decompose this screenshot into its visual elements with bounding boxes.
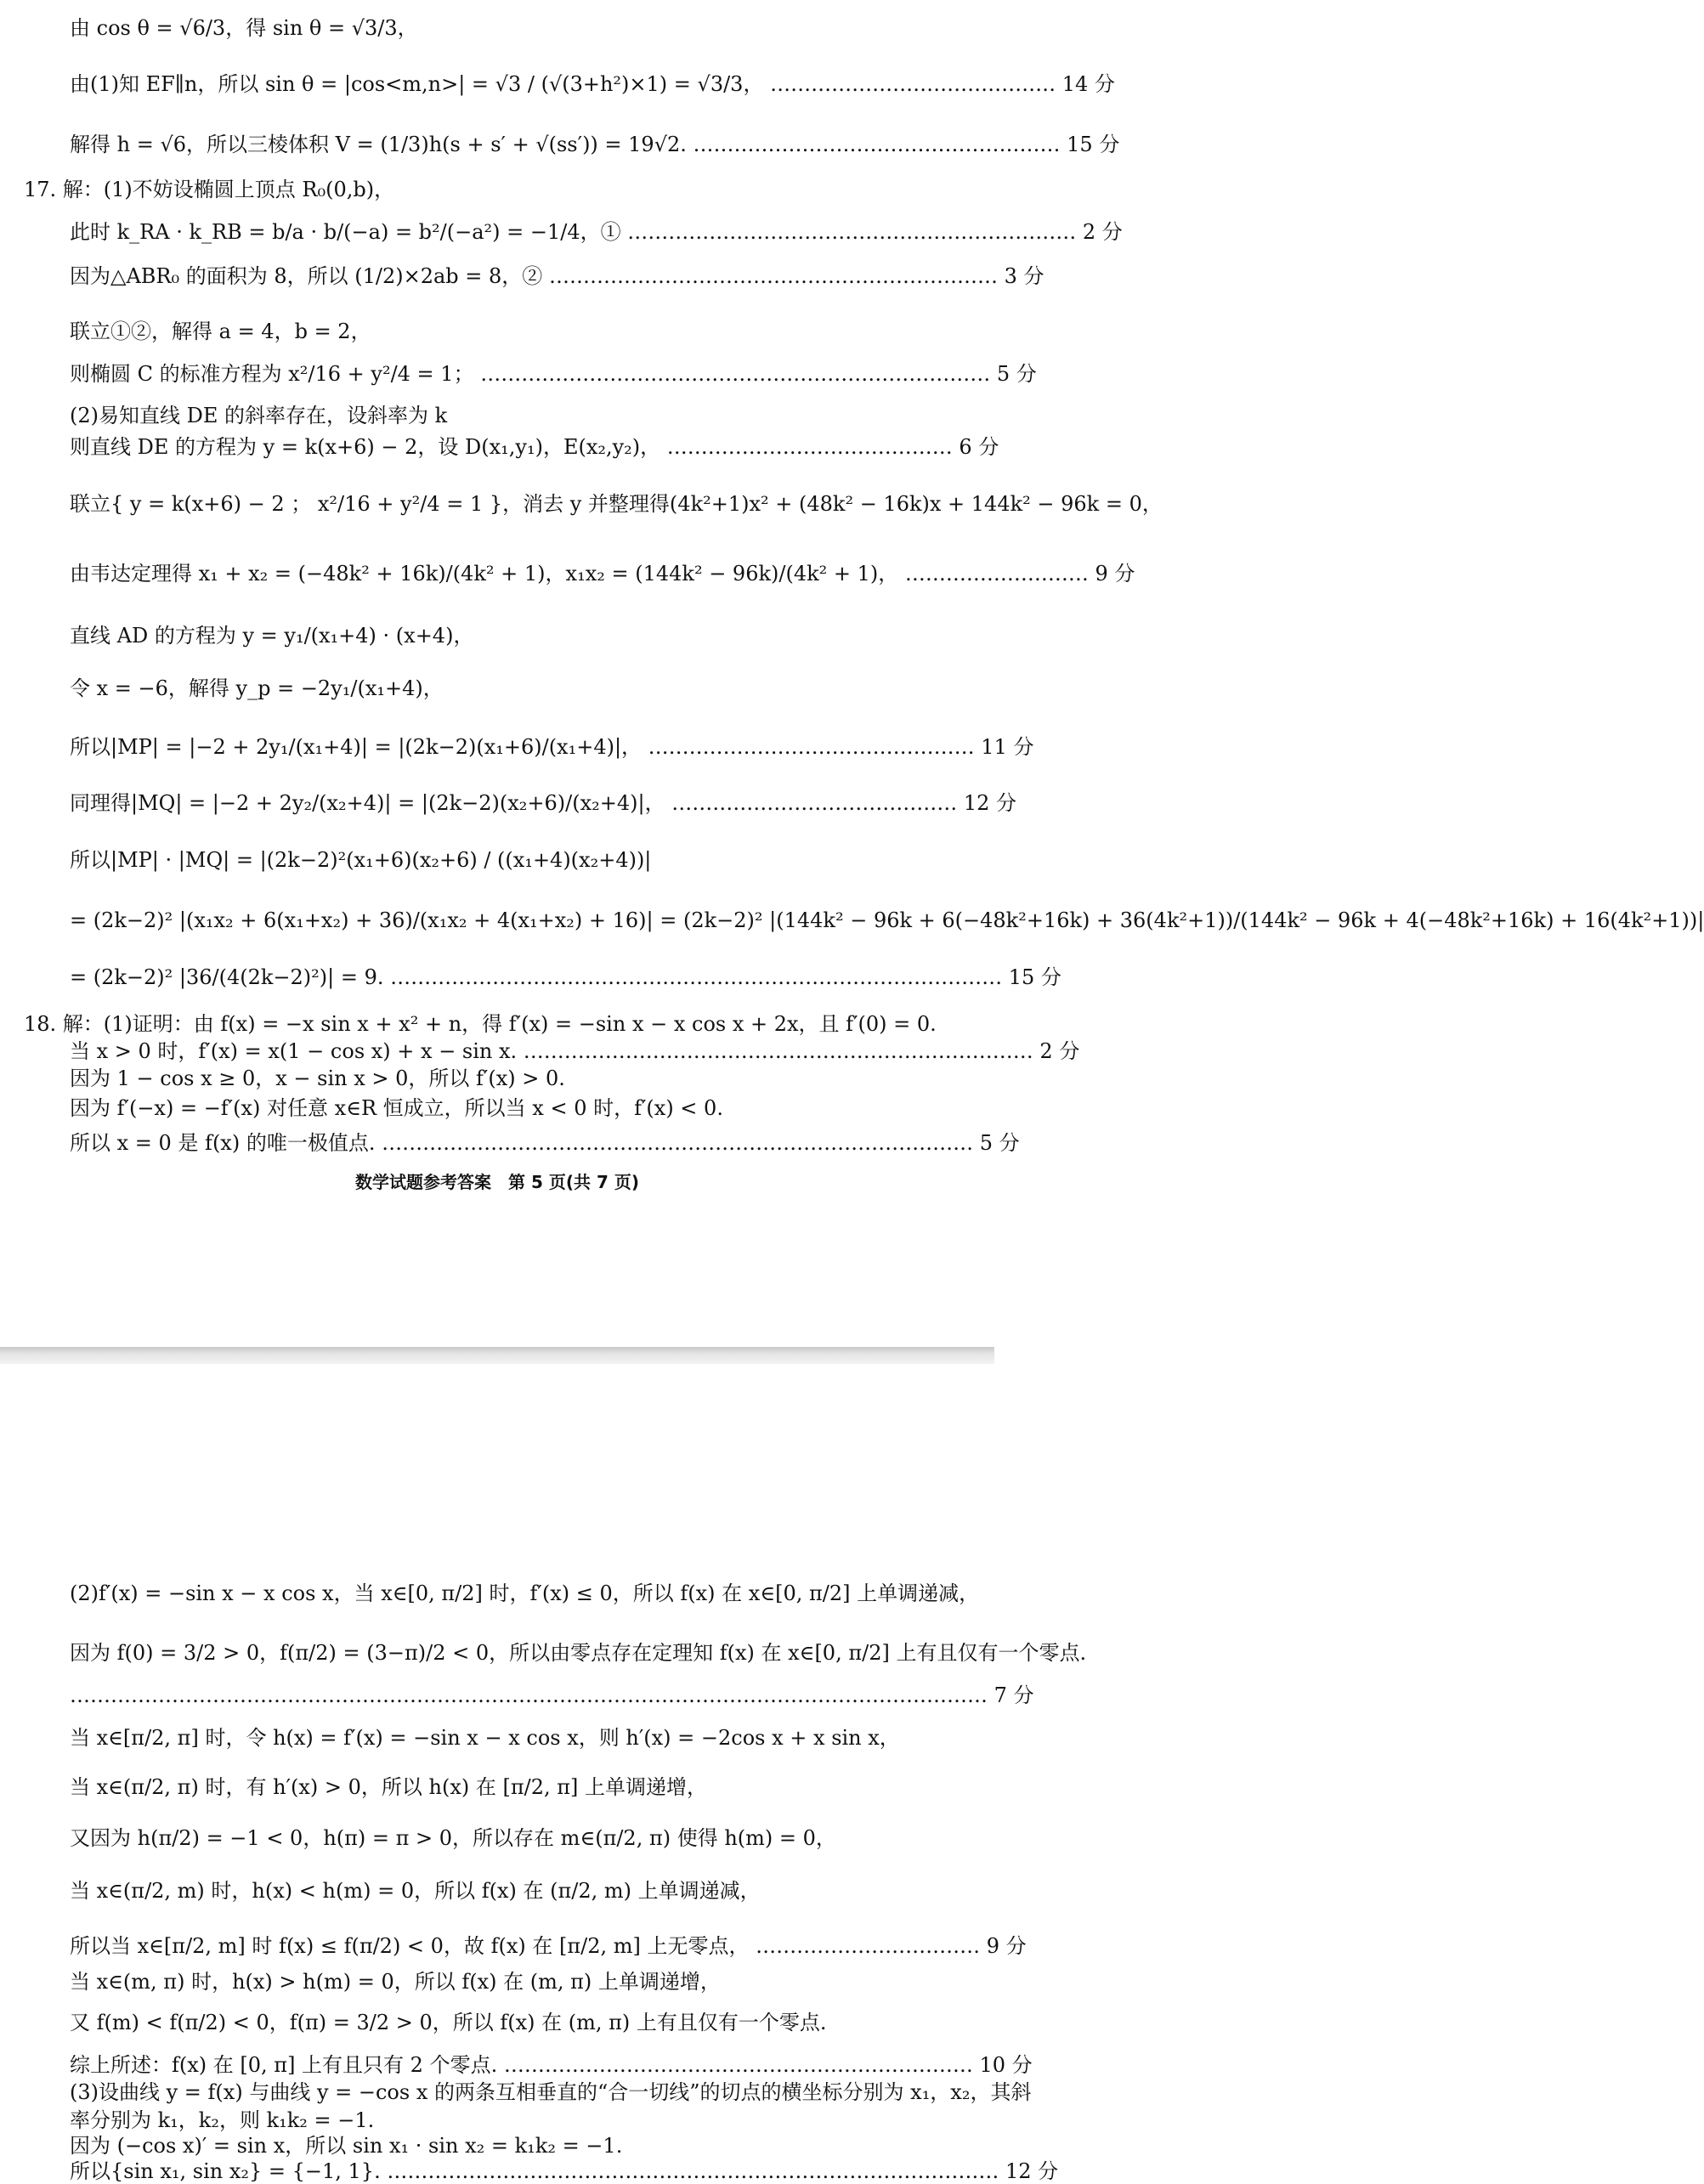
p6-line-m12: (3)设曲线 y = f(x) 与曲线 y = −cos x 的两条互相垂直的“合一切线”的切点的横坐标分别为 x₁，x₂，其斜 [70, 2080, 1032, 2104]
p5-line-l14: 令 x = −6，解得 y_p = −2y₁/(x₁+4)， [70, 676, 444, 700]
p5-line-l13: 直线 AD 的方程为 y = y₁/(x₁+4) · (x+4)， [70, 624, 474, 648]
p6-line-m15: 所以{sin x₁, sin x₂} = {−1, 1}. ……………………………………………………………………………… 12 分 [70, 2159, 1059, 2183]
p5-line-l17: 所以|MP| · |MQ| = |(2k−2)²(x₁+6)(x₂+6) / ((x₁+4)(x₂+4))| [70, 848, 652, 872]
p5-line-l10: 则直线 DE 的方程为 y = k(x+6) − 2，设 D(x₁,y₁)，E(x₂,y₂)， …………………………………… 6 分 [70, 435, 999, 459]
p5-line-l4: 17. 解：(1)不妨设椭圆上顶点 R₀(0,b)， [24, 178, 395, 201]
p5-line-l24: 所以 x = 0 是 f(x) 的唯一极值点. …………………………………………………………………………… 5 分 [70, 1131, 1020, 1155]
p5-line-l18: = (2k−2)² |(x₁x₂ + 6(x₁+x₂) + 36)/(x₁x₂ + 4(x₁+x₂) + 16)| = (2k−2)² |(144k² − 96k + 6(−48k²+16k) + 36(4k²+1))/(144k² − 96k + 4(−48k²+16k) + 16(4k²+1))| [70, 908, 1704, 932]
p6-line-m7: 当 x∈(π/2, m) 时，h(x) < h(m) = 0，所以 f(x) 在 (π/2, m) 上单调递减， [70, 1879, 761, 1903]
p5-line-l21: 当 x > 0 时，f′(x) = x(1 − cos x) + x − sin x. ………………………………………………………………… 2 分 [70, 1039, 1080, 1063]
p6-line-m13: 率分别为 k₁，k₂，则 k₁k₂ = −1. [70, 2108, 375, 2132]
p5-line-l8: 则椭圆 C 的标准方程为 x²/16 + y²/4 = 1； ………………………………………………………………… 5 分 [70, 362, 1037, 386]
p5-line-l20: 18. 解：(1)证明：由 f(x) = −x sin x + x² + n，得 f′(x) = −sin x − x cos x + 2x，且 f′(0) = 0. [24, 1012, 937, 1036]
p6-line-m10: 又 f(m) < f(π/2) < 0，f(π) = 3/2 > 0，所以 f(x) 在 (m, π) 上有且仅有一个零点. [70, 2011, 827, 2034]
p6-line-m2: 因为 f(0) = 3/2 > 0，f(π/2) = (3−π)/2 < 0，所以由零点存在定理知 f(x) 在 x∈[0, π/2] 上有且仅有一个零点. [70, 1641, 1087, 1665]
p5-line-l9: (2)易知直线 DE 的斜率存在，设斜率为 k [70, 404, 448, 427]
p6-line-m9: 当 x∈(m, π) 时，h(x) > h(m) = 0，所以 f(x) 在 (m, π) 上单调递增， [70, 1970, 721, 1994]
page-gap [0, 1347, 994, 1364]
p5-line-l11: 联立{ y = k(x+6) − 2 ； x²/16 + y²/4 = 1 }，消去 y 并整理得(4k²+1)x² + (48k² − 16k)x + 144k² − 96k = 0， [70, 492, 1163, 516]
p5-line-l23: 因为 f′(−x) = −f′(x) 对任意 x∈R 恒成立，所以当 x < 0 时，f′(x) < 0. [70, 1096, 723, 1120]
p5-line-l3: 解得 h = √6，所以三棱体积 V = (1/3)h(s + s′ + √(ss′)) = 19√2. ……………………………………………… 15 分 [70, 133, 1120, 156]
p5-line-l16: 同理得|MQ| = |−2 + 2y₂/(x₂+4)| = |(2k−2)(x₂+6)/(x₂+4)|， …………………………………… 12 分 [70, 791, 1016, 815]
p5-line-l22: 因为 1 − cos x ≥ 0，x − sin x > 0，所以 f′(x) > 0. [70, 1067, 565, 1090]
page-footer: 数学试题参考答案 第 5 页(共 7 页) [355, 1172, 639, 1192]
p5-line-l15: 所以|MP| = |−2 + 2y₁/(x₁+4)| = |(2k−2)(x₁+6)/(x₁+4)|， ………………………………………… 11 分 [70, 735, 1034, 759]
p5-line-l1: 由 cos θ = √6/3，得 sin θ = √3/3， [70, 16, 418, 40]
p6-line-m6: 又因为 h(π/2) = −1 < 0，h(π) = π > 0，所以存在 m∈(π/2, π) 使得 h(m) = 0， [70, 1826, 836, 1850]
p6-line-m5: 当 x∈(π/2, π) 时，有 h′(x) > 0，所以 h(x) 在 [π/2, π] 上单调递增， [70, 1775, 707, 1799]
p6-line-m14: 因为 (−cos x)′ = sin x，所以 sin x₁ · sin x₂ = k₁k₂ = −1. [70, 2134, 623, 2158]
answer-page-6 [0, 1364, 1087, 2183]
p6-line-m8: 所以当 x∈[π/2, m] 时 f(x) ≤ f(π/2) < 0，故 f(x) 在 [π/2, m] 上无零点， …………………………… 9 分 [70, 1934, 1027, 1958]
p6-line-m1: (2)f′(x) = −sin x − x cos x，当 x∈[0, π/2] 时，f′(x) ≤ 0，所以 f(x) 在 x∈[0, π/2] 上单调递减， [70, 1581, 980, 1605]
p6-line-m3: ……………………………………………………………………………………………………………………… 7 分 [70, 1683, 1034, 1707]
p5-line-l5: 此时 k_RA · k_RB = b/a · b/(−a) = b²/(−a²) = −1/4，① ………………………………………………………… 2 分 [70, 220, 1123, 244]
p5-line-l2: 由(1)知 EF∥n，所以 sin θ = |cos<m,n>| = √3 / (√(3+h²)×1) = √3/3， …………………………………… 14 分 [70, 72, 1115, 96]
p5-line-l19: = (2k−2)² |36/(4(2k−2)²)| = 9. ……………………………………………………………………………… 15 分 [70, 965, 1061, 989]
p6-line-m4: 当 x∈[π/2, π] 时，令 h(x) = f′(x) = −sin x − x cos x，则 h′(x) = −2cos x + x sin x， [70, 1726, 900, 1750]
p5-line-l6: 因为△ABR₀ 的面积为 8，所以 (1/2)×2ab = 8，② ………………………………………………………… 3 分 [70, 264, 1044, 288]
p6-line-m11: 综上所述：f(x) 在 [0, π] 上有且只有 2 个零点. …………………………………………………………… 10 分 [70, 2053, 1033, 2077]
p5-line-l7: 联立①②，解得 a = 4，b = 2， [70, 320, 371, 343]
p5-line-l12: 由韦达定理得 x₁ + x₂ = (−48k² + 16k)/(4k² + 1)，x₁x₂ = (144k² − 96k)/(4k² + 1)， ……………………… 9 分 [70, 562, 1135, 586]
